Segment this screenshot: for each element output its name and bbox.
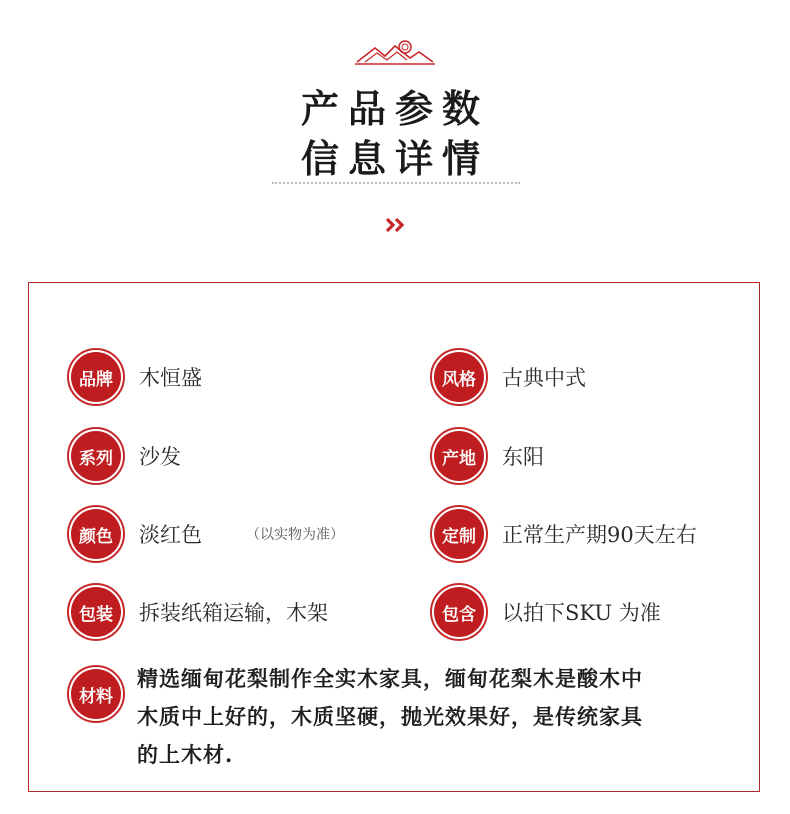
param-series <box>67 427 181 485</box>
badge-series: 系列 <box>67 427 125 485</box>
param-custom <box>430 505 697 563</box>
param-value: 以拍下SKU 为准 <box>502 601 661 625</box>
param-origin <box>430 427 544 485</box>
param-material <box>67 665 125 723</box>
page-title-line2: 信息详情 <box>300 136 489 181</box>
param-value: 东阳 <box>502 445 544 469</box>
param-value: 木恒盛 <box>139 366 202 390</box>
badge-includes: 包含 <box>430 583 488 641</box>
param-value: 正常生产期90天左右 <box>502 523 697 547</box>
param-includes <box>430 583 661 641</box>
material-line-1: 精选缅甸花梨制作全实木家具，缅甸花梨木是酸木中 <box>137 666 643 691</box>
param-value: 拆装纸箱运输，木架 <box>139 601 328 625</box>
badge-brand: 品牌 <box>67 348 125 406</box>
param-value: 古典中式 <box>502 366 586 390</box>
double-chevron-right-icon <box>385 214 407 236</box>
page-title-line1: 产品参数 <box>300 86 489 131</box>
param-color <box>67 505 344 563</box>
param-value: 淡红色 <box>139 523 202 547</box>
badge-origin: 产地 <box>430 427 488 485</box>
param-note: （以实物为准） <box>246 527 344 543</box>
material-line-3: 的上木材. <box>137 742 234 767</box>
material-line-2: 木质中上好的，木质坚硬，抛光效果好，是传统家具 <box>137 704 643 729</box>
param-style <box>430 348 586 406</box>
mountain-sun-icon <box>355 38 435 66</box>
material-description <box>137 660 717 774</box>
badge-material: 材料 <box>67 665 125 723</box>
dotted-divider <box>272 182 520 184</box>
badge-style: 风格 <box>430 348 488 406</box>
param-brand <box>67 348 202 406</box>
badge-color: 颜色 <box>67 505 125 563</box>
badge-package: 包装 <box>67 583 125 641</box>
param-package <box>67 583 328 641</box>
param-value: 沙发 <box>139 445 181 469</box>
badge-custom: 定制 <box>430 505 488 563</box>
